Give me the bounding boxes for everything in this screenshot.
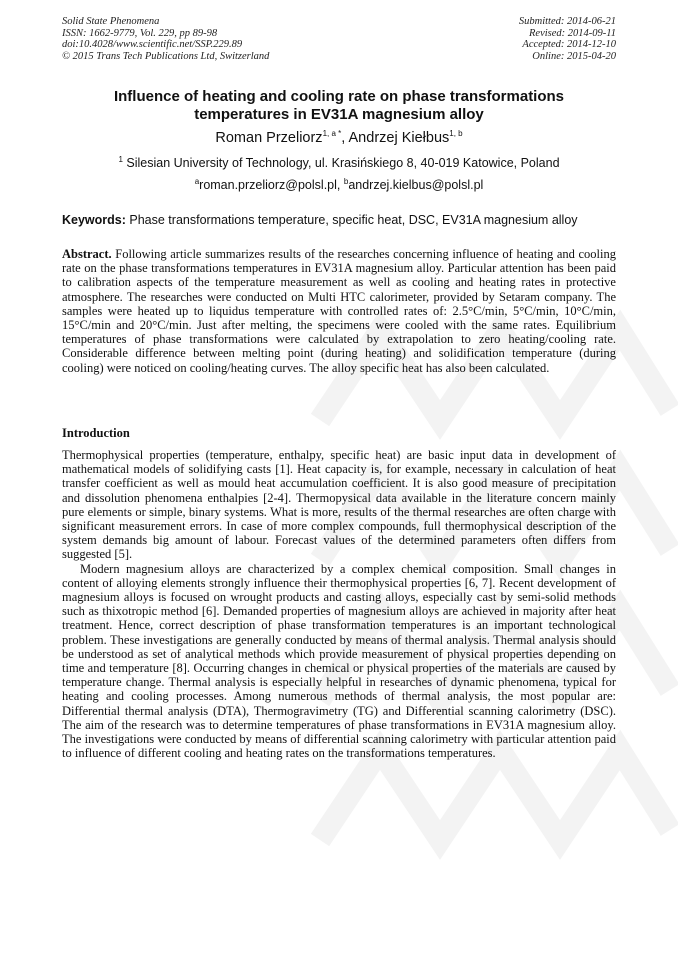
email-separator: ,	[336, 178, 344, 192]
copyright-line: © 2015 Trans Tech Publications Ltd, Switzerland	[62, 50, 270, 62]
email-link[interactable]: andrzej.kielbus@polsl.pl	[348, 178, 484, 192]
paragraph: Thermophysical properties (temperature, enthalpy, specific heat) are basic input data in development of mathematical models of solidifying casts [1]. Heat capacity is, for example, necessary in calculation of heat transfer coefficient as well as mould heat accumulation coefficient. It is also good measure of precipitation and dissolution phenomena enthalpies [2-4]. Thermopysical data available in the literature concern mainly pure elements or simple, binary systems. What is more, results of the thermal researches are often charge with significant measurement errors. In case of more complex compounds, full thermophysical description of the system demands big amount of labour. Forecast values of the determined parameters often differs from suggested [5].	[62, 448, 616, 562]
author-marker: 1, b	[449, 129, 463, 139]
title-line-1: Influence of heating and cooling rate on phase transformations	[113, 88, 565, 105]
email-marker: a	[194, 176, 200, 186]
author-separator: ,	[341, 130, 349, 146]
keywords-label: Keywords:	[62, 213, 126, 227]
affiliation	[62, 155, 616, 171]
keywords	[62, 212, 616, 228]
accepted-date: Accepted: 2014-12-10	[522, 39, 616, 50]
author-name: Roman Przeliorz	[215, 130, 323, 146]
abstract-label: Abstract.	[62, 247, 112, 261]
affiliation-text: Silesian University of Technology, ul. Krasińskiego 8, 40-019 Katowice, Poland	[126, 156, 560, 170]
keywords-text: Phase transformations temperature, specific heat, DSC, EV31A magnesium alloy	[129, 213, 578, 227]
doi-line: doi:10.4028/www.scientific.net/SSP.229.89	[62, 39, 243, 50]
email-marker: b	[343, 176, 349, 186]
author-list	[62, 129, 616, 147]
header-left	[62, 16, 362, 62]
submitted-date: Submitted: 2014-06-21	[518, 16, 616, 27]
email-link[interactable]: roman.przeliorz@polsl.pl	[199, 178, 337, 192]
paragraph: Modern magnesium alloys are characterized by a complex chemical composition. Small changes in content of alloying elements strongly influence their thermophysical properties [6, 7]. Recent development of magnesium alloys is focused on wrought products and casting alloys, especially cast by semi-solid methods such as thixotropic method [6]. Demanded properties of magnesium alloys are achieved in majority after heat treatment. Hence, correct description of phase transformation temperatures is an important technological problem. These investigations are generally conducted by means of thermal analysis. Thermal analysis should be understood as set of analytical methods which provide measurement of physical properties depending on time and temperature [8]. Occurring changes in chemical or physical properties of the materials are caused by temperature change. Thermal analysis is especially helpful in researches of dynamic phenomena, typical for heating and cooling processes. Among numerous methods of thermal analysis, the most popular are: Differential thermal analysis (DTA), Thermogravimetry (TG) and Differential scanning calorimetry (DSC). The aim of the research was to determine temperatures of phase transformations in EV31A magnesium alloy. The investigations were conducted by means of differential scanning calorimetry with particular attention paid to influence of different cooling and heating rates on the transformations temperatures.	[62, 561, 616, 761]
header-right	[376, 16, 616, 62]
revised-date: Revised: 2014-09-11	[529, 27, 616, 39]
title-line-2: temperatures in EV31A magnesium alloy	[194, 106, 484, 123]
abstract-text: Following article summarizes results of the researches concerning influence of heating and cooling rate on the phase transformations temperatures in EV31A magnesium alloy. Particular attention has been paid to calibration aspects of the temperature measurement as well as cooling and heating rates in protective atmosphere. The researches were conducted on Multi HTC calorimeter, provided by Setaram company. The samples were heated up to liquidus temperature with controlled rates of: 2.5°C/min, 5°C/min, 10°C/min, 15°C/min and 20°C/min. Just after melting, the specimens were cooled with the same rates. Equilibrium temperatures of phase transformations were calculated by extrapolation to zero heating/cooling rate. Considerable difference between melting point (during heating) and solidification temperature (during cooling) were noticed on cooling/heating curves. The alloy specific heat has also been calculated.	[62, 247, 616, 375]
paper-title	[62, 88, 616, 124]
affiliation-marker: 1	[118, 154, 123, 164]
author-emails	[62, 177, 616, 193]
journal-name: Solid State Phenomena	[62, 16, 160, 27]
journal-header	[62, 16, 616, 62]
author-name: Andrzej Kiełbus	[348, 130, 450, 146]
online-date: Online: 2015-04-20	[532, 50, 616, 62]
author-marker: 1, a *	[322, 129, 342, 139]
introduction-body	[62, 448, 616, 760]
abstract	[62, 247, 616, 375]
issn-line: ISSN: 1662-9779, Vol. 229, pp 89-98	[62, 27, 218, 39]
section-heading-introduction: Introduction	[62, 426, 130, 440]
